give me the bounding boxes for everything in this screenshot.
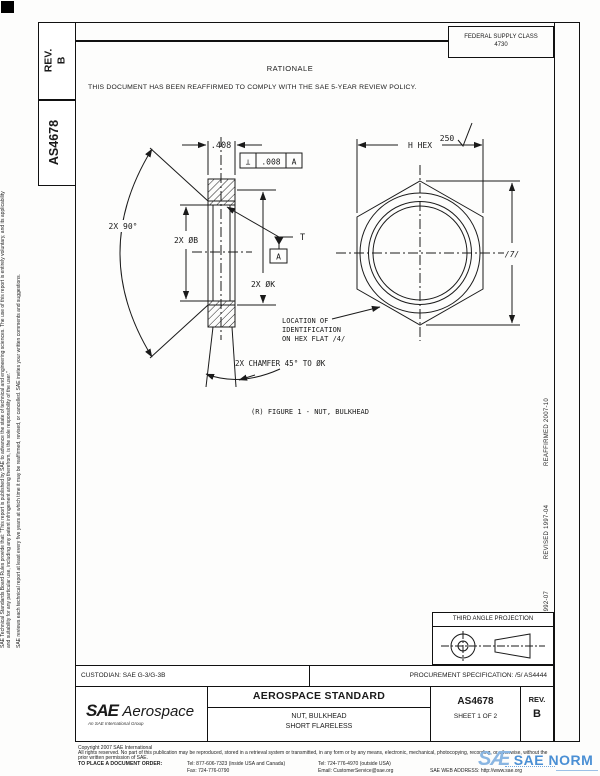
document-title-line1: NUT, BULKHEAD bbox=[291, 713, 347, 720]
copyright-line: Copyright 2007 SAE International bbox=[78, 745, 153, 751]
fax-number: Fax: 724-776-0790 bbox=[187, 768, 230, 774]
tel-outside: Tel: 724-776-4970 (outside USA) bbox=[318, 761, 391, 767]
dia-k-label: 2X ØK bbox=[250, 280, 276, 289]
sidebar-rev-value: B bbox=[55, 56, 68, 65]
rights-text: All rights reserved. No part of this publication may be reproduced, stored in a retrieval system or transmitted, in any form or by any means, electronic, mechanical, photocopying, recording, or otherwise, without the prior written permission of SAE. bbox=[78, 749, 548, 762]
figure-caption: (R) FIGURE 1 - NUT, BULKHEAD bbox=[250, 408, 369, 416]
watermark-sae-mark: SÆ bbox=[478, 748, 510, 770]
third-angle-projection-icon bbox=[433, 627, 553, 665]
web-address: SAE WEB ADDRESS: http://www.sae.org bbox=[430, 768, 522, 774]
corner-note-flag: /7/ bbox=[504, 250, 520, 259]
fsc-label: FEDERAL SUPPLY CLASS bbox=[464, 34, 538, 40]
datum-a-label: A bbox=[276, 252, 281, 262]
fcf-tolerance: .008 bbox=[261, 157, 281, 167]
sae-logo-text: SAE bbox=[86, 701, 118, 720]
chamfer-extension-a bbox=[206, 327, 213, 387]
revision-label: REV. bbox=[528, 695, 546, 704]
rationale-title: RATIONALE bbox=[266, 64, 314, 73]
sae-logo-cell bbox=[75, 686, 208, 742]
surface-finish-icon bbox=[458, 123, 472, 146]
projection-title: THIRD ANGLE PROJECTION bbox=[433, 613, 553, 627]
chamfer-leader bbox=[206, 369, 280, 379]
document-title-line2: SHORT FLARELESS bbox=[285, 723, 353, 730]
federal-supply-class-box bbox=[448, 26, 554, 58]
aerospace-logo-text: Aerospace bbox=[122, 703, 195, 720]
hex-dim-label: H HEX bbox=[407, 141, 433, 150]
figure-1-drawing bbox=[80, 115, 560, 415]
sidebar-rev bbox=[38, 22, 75, 100]
reaffirmed-date: REAFFIRMED 2007-10 bbox=[544, 397, 550, 467]
left-margin-disclaimer bbox=[0, 188, 26, 648]
sheet-number: SHEET 1 OF 2 bbox=[453, 713, 498, 720]
datum-triangle bbox=[275, 237, 283, 244]
fcf-datum: A bbox=[291, 157, 297, 167]
standard-title-cell bbox=[207, 686, 431, 742]
angle-arc bbox=[120, 149, 152, 357]
disclaimer-paragraph-1: SAE Technical Standards Board Rules provide that: "This report is published by SAE to advance the state of technical and engineering sciences. The use of this report is entirely voluntary, and its applicability and suitability for any particular use, including any patent infringement arising therefrom, is the sole responsibility of the user." bbox=[0, 191, 13, 648]
id-note-line3: ON HEX FLAT /4/ bbox=[282, 335, 346, 343]
order-label: TO PLACE A DOCUMENT ORDER: bbox=[78, 761, 163, 767]
projection-box bbox=[432, 612, 554, 665]
surface-finish-value: 250 bbox=[439, 134, 455, 143]
chamfer-note: 2X CHAMFER 45° TO ØK bbox=[235, 359, 326, 368]
perpendicularity-symbol: ⊥ bbox=[245, 157, 251, 167]
dim-thickness-label: .408 bbox=[210, 141, 232, 151]
thread-major-circle bbox=[369, 202, 472, 305]
id-note-leader bbox=[332, 307, 380, 319]
sae-logo-tagline: An SAE International Group bbox=[88, 721, 144, 726]
sidebar-doc-number: AS4678 bbox=[47, 119, 61, 166]
sae-aerospace-logo bbox=[86, 701, 207, 721]
rationale-text: THIS DOCUMENT HAS BEEN REAFFIRMED TO COMPLY WITH THE SAE 5-YEAR REVIEW POLICY. bbox=[88, 84, 417, 91]
dia-b-label: 2X ØB bbox=[173, 236, 199, 245]
document-number-cell bbox=[430, 686, 521, 742]
document-number: AS4678 bbox=[457, 696, 494, 707]
standard-type-header: AEROSPACE STANDARD bbox=[207, 686, 431, 708]
email-address: Email: CustomerService@sae.org bbox=[318, 768, 394, 774]
id-note-line2: IDENTIFICATION bbox=[282, 326, 342, 334]
id-note-line1: LOCATION OF bbox=[282, 317, 329, 325]
watermark-sub-rule bbox=[505, 766, 555, 767]
procurement-cell: PROCUREMENT SPECIFICATION: /5/ AS4444 bbox=[309, 665, 554, 687]
chamfer-extension-b bbox=[232, 327, 236, 387]
fsc-value: 4730 bbox=[494, 42, 508, 48]
revised-date: REVISED 1997-04 bbox=[544, 504, 550, 560]
cone-edge-top bbox=[150, 148, 208, 201]
cone-edge-bottom bbox=[150, 305, 208, 358]
header-rule bbox=[75, 40, 448, 42]
watermark-norm-text: SAE NORM bbox=[513, 752, 594, 768]
revision-value: B bbox=[533, 708, 541, 720]
revision-cell bbox=[520, 686, 554, 742]
disclaimer-paragraph-2: SAE reviews each technical report at least every five years at which time it may be reaffirmed, revised, or cancelled. SAE invites your written comments and suggestions. bbox=[15, 274, 22, 648]
sae-norm-watermark bbox=[478, 748, 593, 771]
scan-registration-mark bbox=[1, 1, 14, 13]
t-dim-label: T bbox=[300, 233, 306, 243]
angle-note: 2X 90° bbox=[108, 222, 138, 231]
tel-inside: Tel: 877-606-7323 (inside USA and Canada) bbox=[187, 761, 286, 767]
custodian-cell: CUSTODIAN: SAE G-3/G-3B bbox=[75, 665, 310, 687]
sidebar-rev-label: REV. bbox=[42, 48, 55, 73]
watermark-rule bbox=[556, 770, 598, 771]
